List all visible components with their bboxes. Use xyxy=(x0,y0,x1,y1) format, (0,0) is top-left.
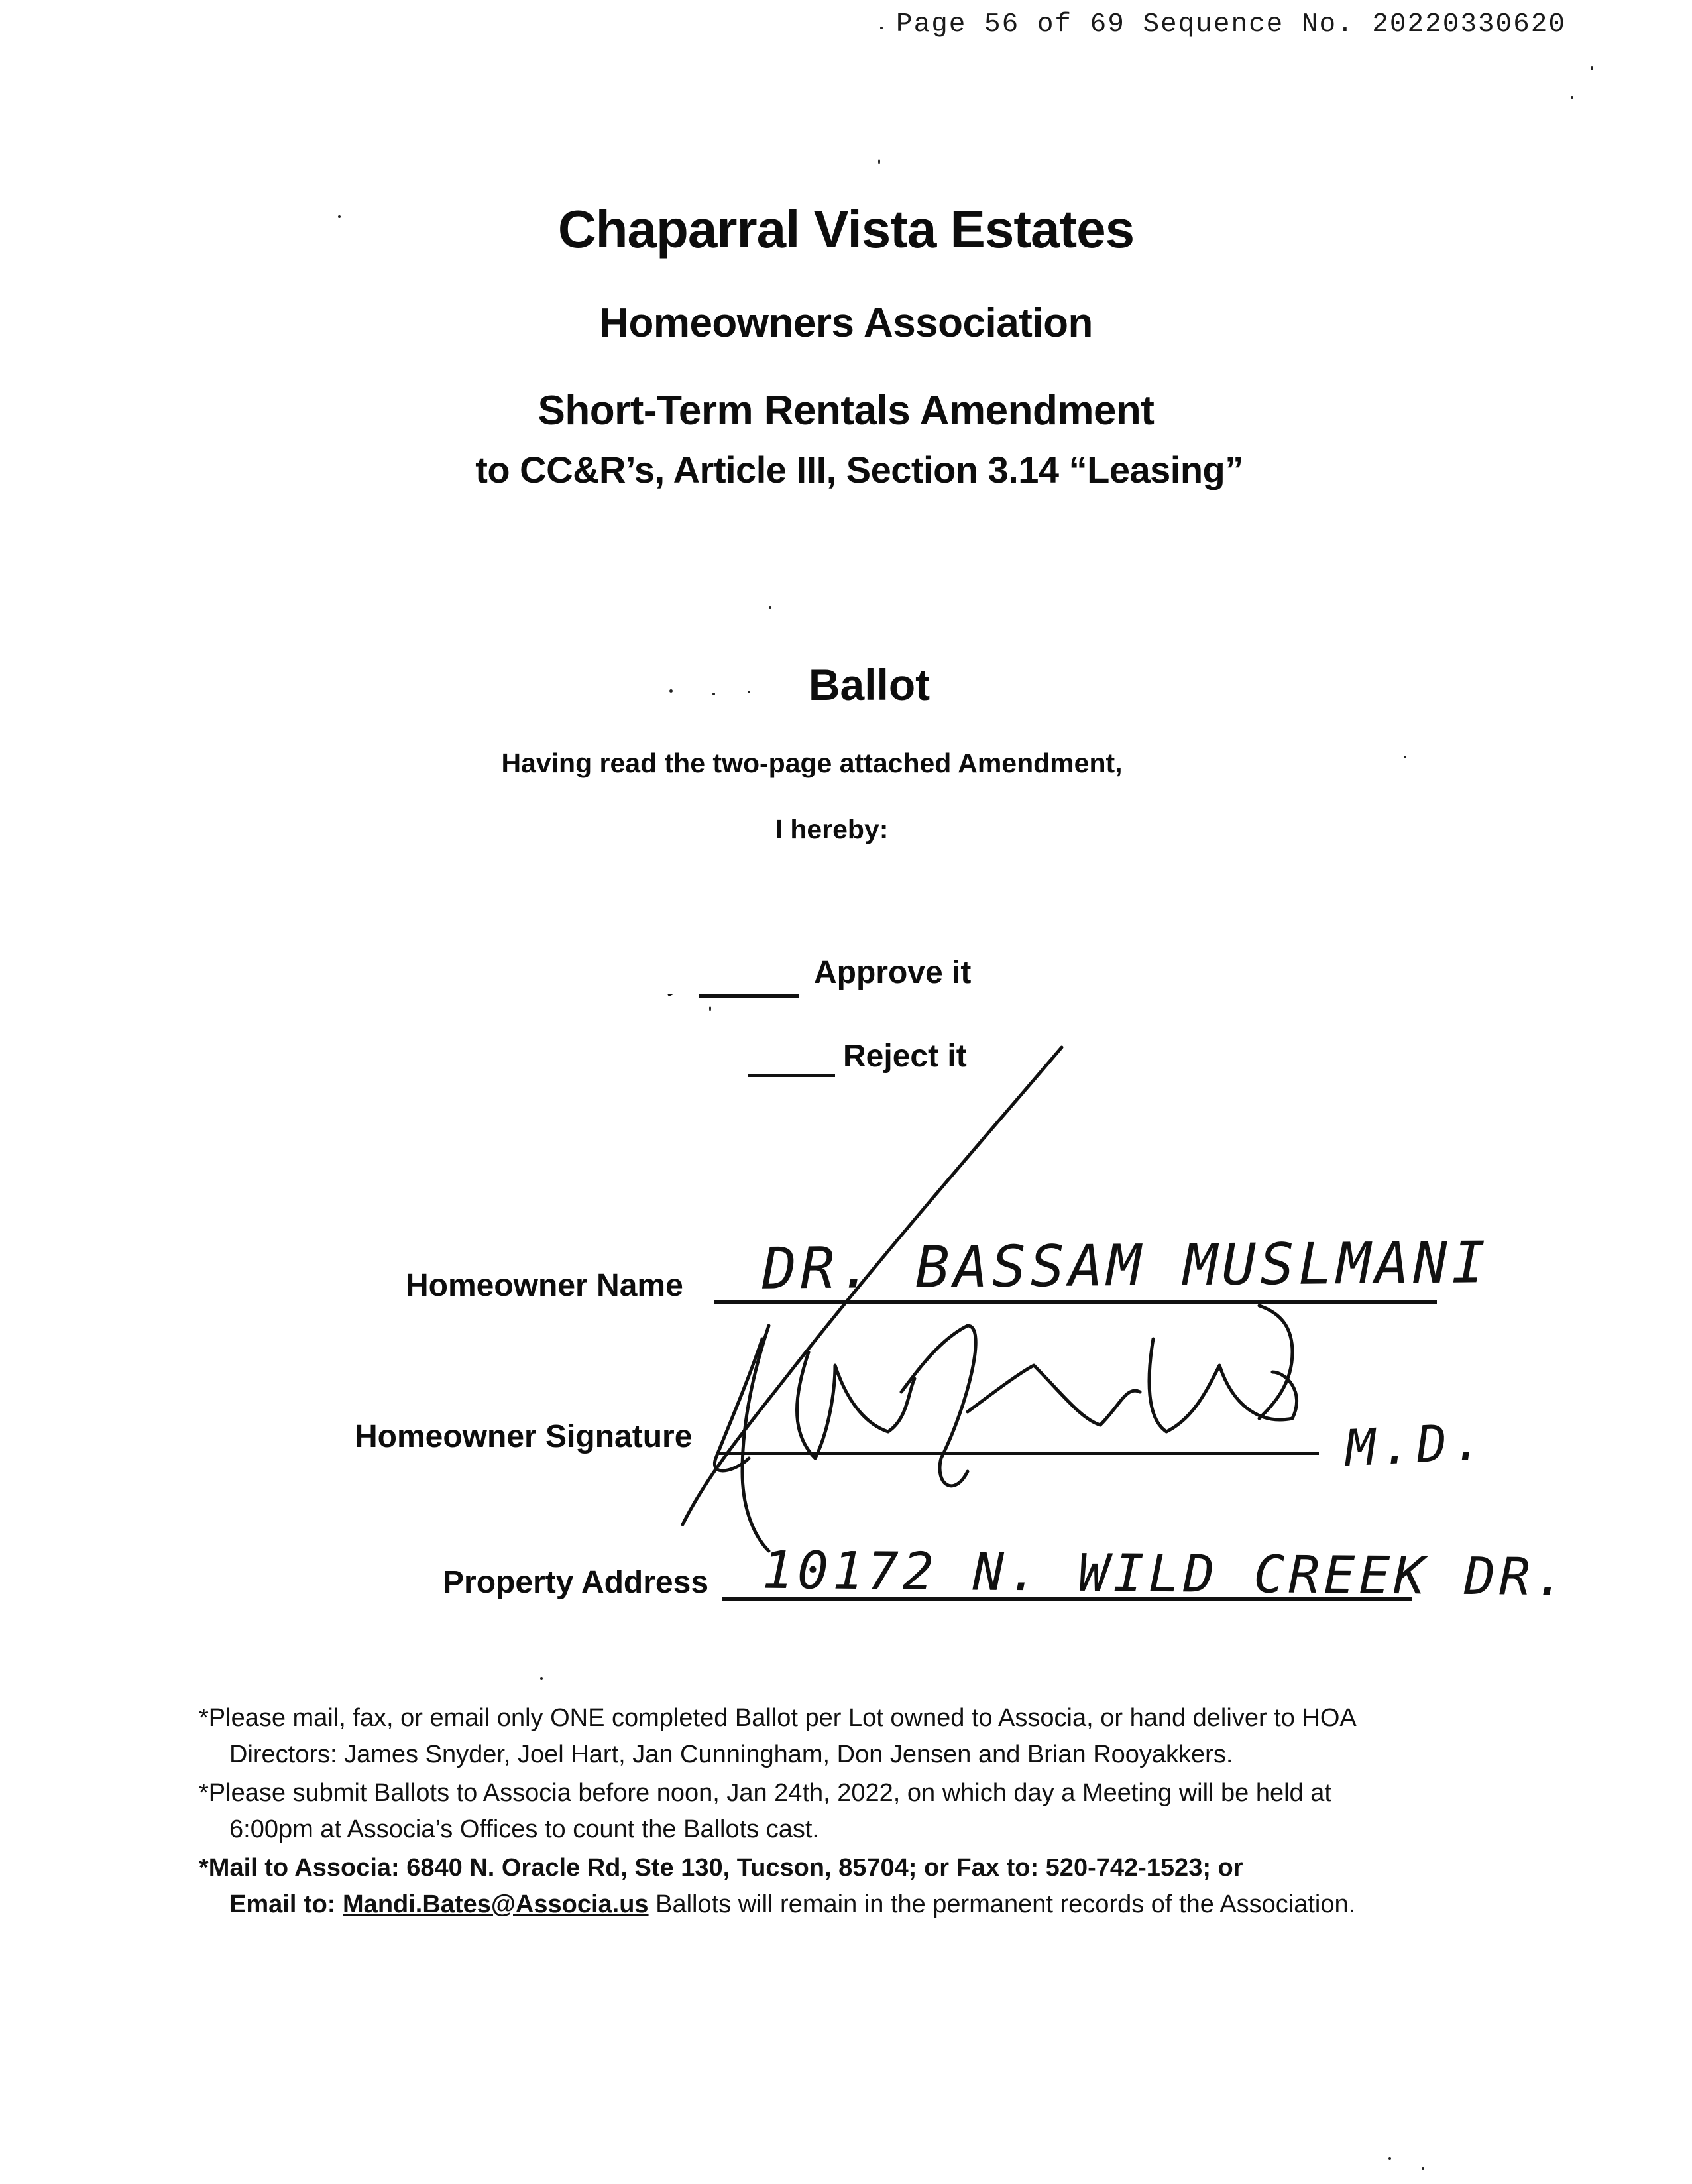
homeowner-signature-label: Homeowner Signature xyxy=(355,1419,693,1454)
scan-speck xyxy=(1422,2167,1424,2170)
note-deadline-line1: *Please submit Ballots to Associa before noon, Jan 24th, 2022, on which day a Meeting will be held at xyxy=(199,1779,1331,1807)
scan-speck xyxy=(769,606,771,609)
ballot-intro: Having read the two-page attached Amendment, xyxy=(501,748,1123,778)
property-address-label: Property Address xyxy=(443,1565,709,1600)
handwritten-signature-drawing xyxy=(596,994,1524,1591)
scan-speck xyxy=(338,215,341,218)
scan-speck xyxy=(878,159,880,164)
document-subtitle: Homeowners Association xyxy=(599,300,1093,346)
scan-speck xyxy=(1591,66,1593,70)
scan-speck xyxy=(1571,96,1573,99)
note-submission-line2: Directors: James Snyder, Joel Hart, Jan Cunningham, Don Jensen and Brian Rooyakkers. xyxy=(229,1741,1233,1768)
note-email-prefix: Email to: xyxy=(229,1890,336,1918)
ballot-hereby: I hereby: xyxy=(775,814,889,844)
ballot-heading: Ballot xyxy=(808,660,931,709)
document-title: Chaparral Vista Estates xyxy=(557,200,1135,259)
scan-speck xyxy=(880,27,883,29)
article-reference: to CC&R’s, Article III, Section 3.14 “Leasing” xyxy=(475,449,1243,490)
scan-speck xyxy=(709,1006,711,1011)
note-mail-address xyxy=(199,1850,1524,1923)
page-sequence-header: Page 56 of 69 Sequence No. 20220330620 xyxy=(896,9,1566,40)
scan-speck xyxy=(1388,2157,1391,2160)
note-mail-line1: *Mail to Associa: 6840 N. Oracle Rd, Ste 130, Tucson, 85704; or Fax to: 520-742-1523; or xyxy=(199,1854,1243,1882)
scan-speck xyxy=(669,689,673,693)
ballot-instructions xyxy=(199,1700,1524,1925)
homeowner-name-handwritten: DR. BASSAM MUSLMANI xyxy=(761,1230,1491,1302)
scan-speck xyxy=(712,693,715,695)
associa-email-link[interactable]: Mandi.Bates@Associa.us xyxy=(343,1890,649,1918)
note-deadline xyxy=(199,1775,1524,1848)
note-submission-method xyxy=(199,1700,1524,1773)
note-submission-line1: *Please mail, fax, or email only ONE completed Ballot per Lot owned to Associa, or hand deliver to HOA xyxy=(199,1704,1357,1732)
signature-suffix-handwritten: M.D. xyxy=(1343,1411,1490,1478)
note-records-text: Ballots will remain in the permanent records of the Association. xyxy=(648,1890,1356,1918)
property-address-handwritten: 10172 N. WILD CREEK DR. xyxy=(761,1540,1570,1608)
scan-speck xyxy=(1404,756,1406,758)
scan-speck xyxy=(540,1677,543,1680)
scan-speck xyxy=(748,691,750,693)
approve-option-label: Approve it xyxy=(814,955,972,990)
note-email-line xyxy=(229,1886,1524,1923)
amendment-title: Short-Term Rentals Amendment xyxy=(537,388,1155,433)
reject-option-label: Reject it xyxy=(843,1039,967,1074)
note-deadline-line2: 6:00pm at Associa’s Offices to count the Ballots cast. xyxy=(229,1815,819,1843)
homeowner-name-label: Homeowner Name xyxy=(406,1268,683,1303)
